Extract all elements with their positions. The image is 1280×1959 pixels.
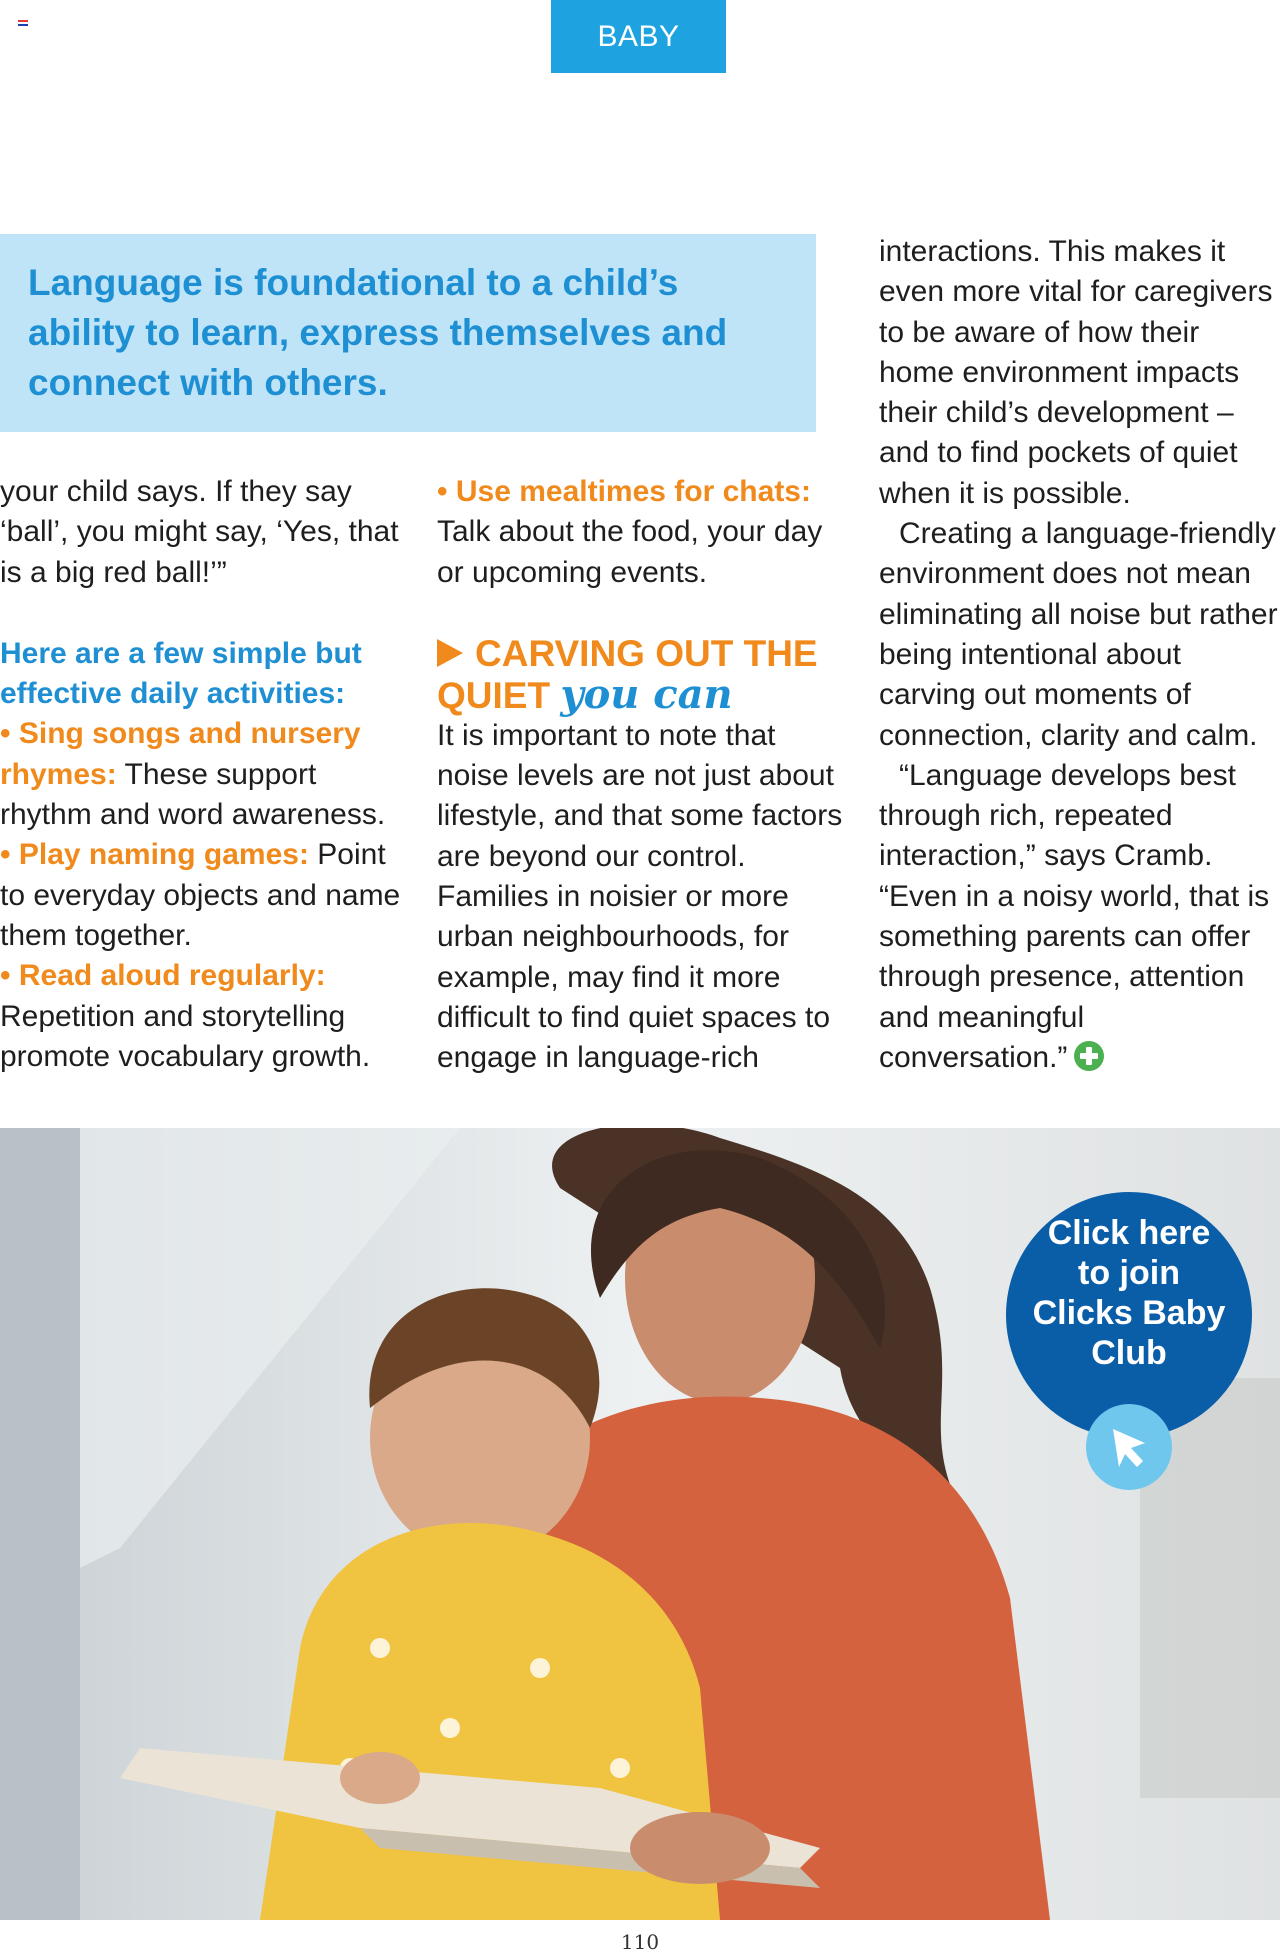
cursor-arrow-icon — [1103, 1421, 1155, 1473]
badge-line: to join — [1078, 1254, 1180, 1292]
cursor-click-button[interactable] — [1086, 1404, 1172, 1490]
list-item: • Sing songs and nursery rhymes: These support rhythm and word awareness. — [0, 717, 386, 832]
body-text: interactions. This makes it even more vital for caregivers to be aware of how their home environment impacts their child’s development – and to find pockets of quiet when it is possible. — [879, 235, 1273, 510]
page-number: 110 — [620, 1930, 660, 1954]
join-club-button[interactable] — [1006, 1192, 1252, 1438]
quote-text: “Language develops best through rich, repeated interaction,” says Cramb. “Even in a noisy world, that is something parents can offer through presence, attention and meaningful conversation.” — [879, 758, 1270, 1074]
callout-text: Language is foundational to a child’s ability to learn, express themselves and connect with others. — [28, 262, 728, 403]
intro-text: your child says. If they say ‘ball’, you might say, ‘Yes, that is a big red ball!’” — [0, 475, 399, 589]
plus-circle-icon — [1073, 1040, 1105, 1072]
badge-line: Click here — [1047, 1214, 1211, 1252]
flag-icon — [18, 20, 28, 26]
body-text: It is important to note that noise levels are not just about lifestyle, and that some factors are beyond our control. Families in noisier or more urban neighbourhoods, for example, may find it more difficult to find quiet spaces to engage in language-rich — [437, 718, 843, 1075]
article-column-2 — [437, 472, 847, 1079]
list-item: • Read aloud regularly: Repetition and storytelling promote vocabulary growth. — [0, 959, 371, 1073]
article-column-3 — [879, 232, 1280, 1078]
article-column-1 — [0, 472, 410, 1077]
section-tab — [551, 0, 726, 73]
pull-quote-callout — [0, 234, 816, 432]
section-tab-label: BABY — [597, 19, 680, 53]
list-item: • Use mealtimes for chats: Talk about the food, your day or upcoming events. — [437, 475, 823, 589]
activities-heading: Here are a few simple but effective daily activities: — [0, 636, 362, 711]
section-heading: CARVING OUT THE QUIET you can — [437, 632, 818, 718]
badge-line: Clicks Baby — [1032, 1294, 1226, 1332]
body-text: Creating a language-friendly environment does not mean eliminating all noise but rather being intentional about carving out moments of connection, clarity and calm. — [879, 517, 1278, 752]
badge-line: Club — [1091, 1334, 1167, 1372]
play-triangle-icon — [437, 639, 463, 667]
list-item: • Play naming games: Point to everyday objects and name them together. — [0, 838, 401, 952]
